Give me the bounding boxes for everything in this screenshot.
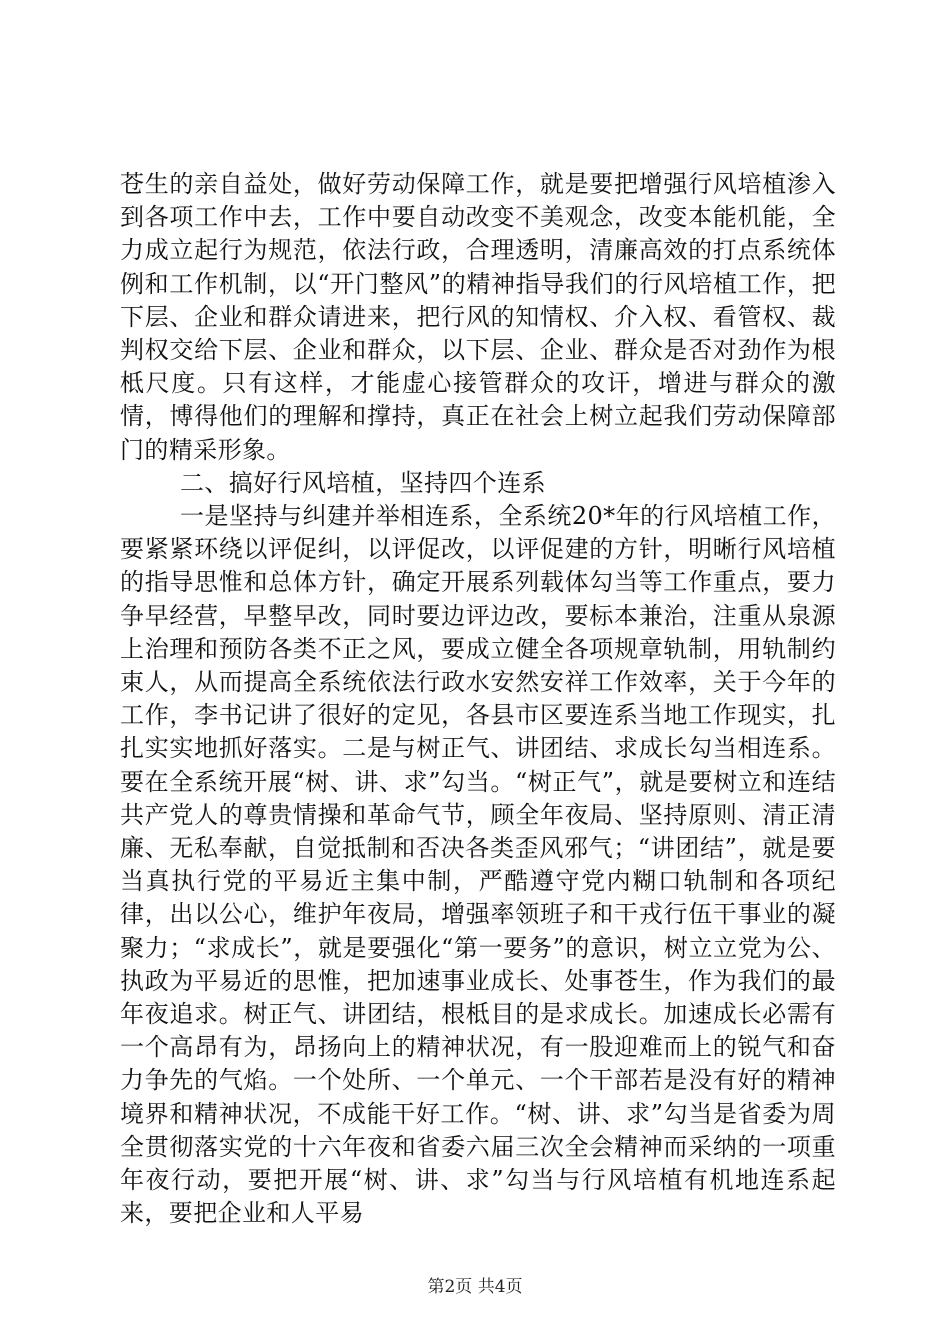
paragraph-continuation: 苍生的亲自益处，做好劳动保障工作，就是要把增强行风培植渗入到各项工作中去，工作中要自动改变不美观念，改变本能机能，全力成立起行为规范，依法行政，合理透明，清廉高效的打点系统体例和工作机制，以“开门整风”的精神指导我们的行风培植工作，把下层、企业和群众请进来，把行风的知情权、介入权、看管权、裁判权交给下层、企业和群众，以下层、企业、群众是否对劲作为根柢尺度。只有这样，才能虚心接管群众的攻讦，增进与群众的激情，博得他们的理解和撑持，真正在社会上树立起我们劳动保障部门的精采形象。 <box>120 170 836 464</box>
section-heading: 二、搞好行风培植，坚持四个连系 <box>180 468 546 497</box>
body-text <box>120 168 836 1231</box>
page-footer: 第2页 共4页 <box>427 1277 523 1297</box>
paragraph-four-connections: 一是坚持与纠建并举相连系，全系统20*年的行风培植工作，要紧紧环绕以评促纠，以评促改，以评促建的方针，明晰行风培植的指导思惟和总体方针，确定开展系列载体勾当等工作重点，要力争早经营，早整早改，同时要边评边改，要标本兼治，注重从泉源上治理和预防各类不正之风，要成立健全各项规章轨制，用轨制约束人，从而提高全系统依法行政水安然安祥工作效率，关于今年的工作，李书记讲了很好的定见，各县市区要连系当地工作现实，扎扎实实地抓好落实。二是与树正气、讲团结、求成长勾当相连系。要在全系统开展“树、讲、求”勾当。“树正气”，就是要树立和连结共产党人的尊贵情操和革命气节，顾全年夜局、坚持原则、清正清廉、无私奉献，自觉抵制和否决各类歪风邪气；“讲团结”，就是要当真执行党的平易近主集中制，严酷遵守党内糊口轨制和各项纪律，出以公心，维护年夜局，增强率领班子和干戎行伍干事业的凝聚力；“求成长”，就是要强化“第一要务”的意识，树立立党为公、执政为平易近的思惟，把加速事业成长、处事苍生，作为我们的最年夜追求。树正气、讲团结，根柢目的是求成长。加速成长必需有一个高昂有为，昂扬向上的精神状况，有一股迎难而上的锐气和奋力争先的气焰。一个处所、一个单元、一个干部若是没有好的精神境界和精神状况，不成能干好工作。“树、讲、求”勾当是省委为周全贯彻落实党的十六年夜和省委六届三次全会精神而采纳的一项重年夜行动，要把开展“树、讲、求”勾当与行风培植有机地连系起来，要把企业和人平易 <box>120 502 836 1228</box>
